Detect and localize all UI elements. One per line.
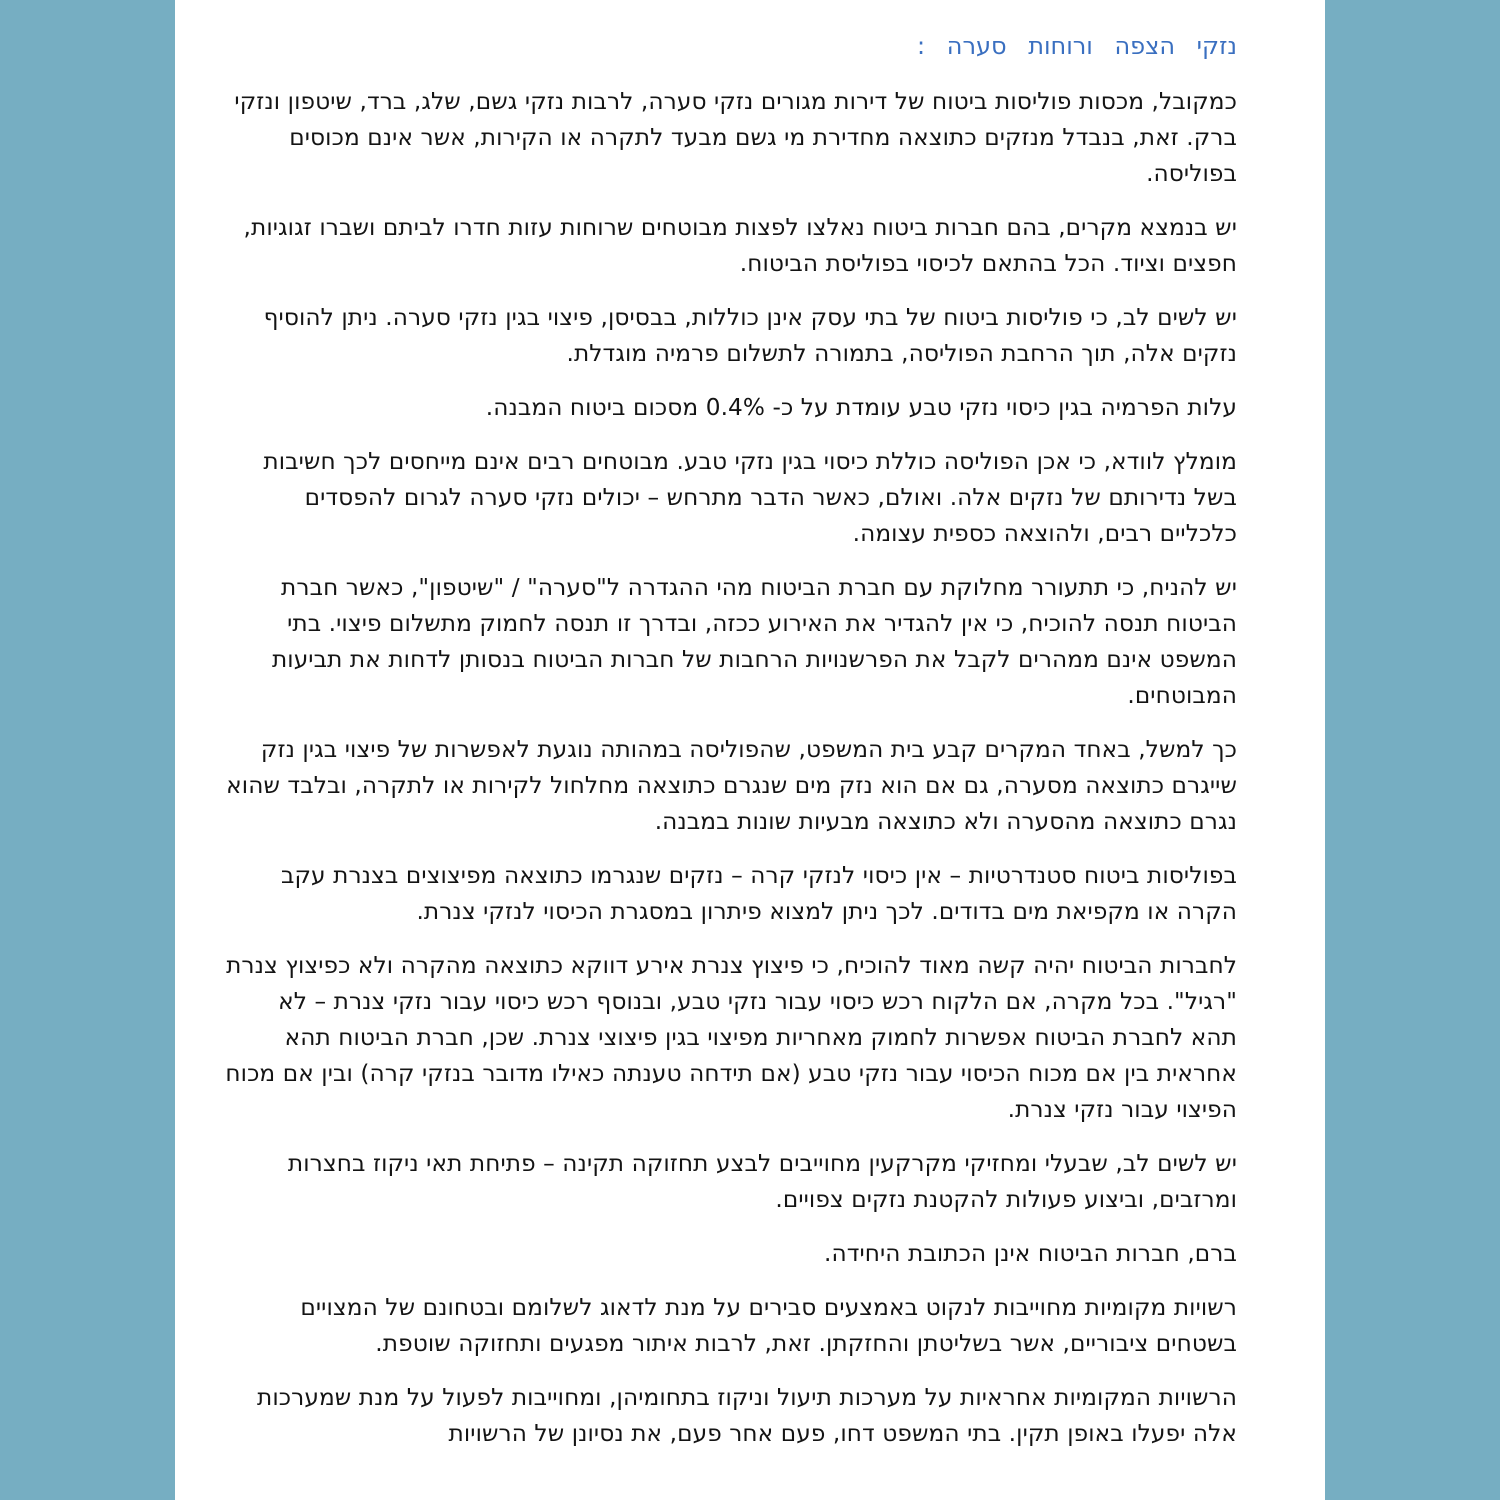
paragraph-storm-coverage: כמקובל, מכסות פוליסות ביטוח של דירות מגורים נזקי סערה, לרבות נזקי גשם, שלג, ברד, שיטפון ונזקי ברק. זאת, בנבדל מנזקים כתוצאה מחדירת מי גשם מבעד לתקרה או הקירות, אשר אינם מכוסים בפוליסה. xyxy=(234,88,1237,187)
paragraph-court-example: כך למשל, באחד המקרים קבע בית המשפט, שהפוליסה במהותה נוגעת לאפשרות של פיצוי בגין נזק שייגרם כתוצאה מסערה, גם אם הוא נזק מים שנגרם כתוצאה מחלחול לקירות או לתקרה, ובלבד שהוא נגרם כתוצאה מהסערה ולא כתוצאה מבעיות שונות במבנה. xyxy=(226,736,1237,835)
paragraph-pipe-burst: לחברות הביטוח יהיה קשה מאוד להוכיח, כי פיצוץ צנרת אירע דווקא כתוצאה מהקרה ולא כפיצוץ צנרת "רגיל". בכל מקרה, אם הלקוח רכש כיסוי עבור נזקי טבע, ובנוסף רכש כיסוי עבור נזקי צנרת – לא תהא לחברת הביטוח אפשרות לחמוק מאחריות מפיצוי בגין פיצוצי צנרת. שכן, חברת הביטוח תהא אחראית בין אם מכוח הכיסוי עבור נזקי טבע (אם תידחה טענתה כאילו מדובר בנזקי קרה) ובין אם מכוח הפיצוי עבור נזקי צנרת. xyxy=(225,952,1237,1123)
paragraph-local-authorities: רשויות מקומיות מחוייבות לנקוט באמצעים סבירים על מנת לדאוג לשלומם ובטחונם של המצויים בשטחים ציבוריים, אשר בשליטתן והחזקתן. זאת, לרבות איתור מפגעים ותחזוקה שוטפת. xyxy=(300,1294,1237,1357)
paragraph-frost-damage: בפוליסות ביטוח סטנדרטיות – אין כיסוי לנזקי קרה – נזקים שנגרמו כתוצאה מפיצוצים בצנרת עקב הקרה או מקפיאת מים בדודים. לכך ניתן למצוא פיתרון במסגרת הכיסוי לנזקי צנרת. xyxy=(281,862,1237,925)
document-page xyxy=(175,0,1325,1500)
paragraph-definition-dispute: יש להניח, כי תתעורר מחלוקת עם חברת הביטוח מהי ההגדרה ל"סערה" / "שיטפון", כאשר חברת הביטוח תנסה להוכיח, כי אין להגדיר את האירוע ככזה, ובדרך זו תנסה לחמוק מתשלום פיצוי. בתי המשפט אינם ממהרים לקבל את הפרשנויות הרחבות של חברות הביטוח בנסותן לדחות את תביעות המבוטחים. xyxy=(271,574,1237,709)
paragraph-wind-damage: יש בנמצא מקרים, בהם חברות ביטוח נאלצו לפצות מבוטחים שרוחות עזות חדרו לביתם ושברו זגוגיות, חפצים וציוד. הכל בהתאם לכיסוי בפוליסת הביטוח. xyxy=(243,214,1237,277)
document-content xyxy=(175,0,1325,1452)
paragraph-drainage-systems: הרשויות המקומיות אחראיות על מערכות תיעול וניקוז בתחומיהן, ומחוייבות לפעול על מנת שמערכות אלה יפעלו באופן תקין. בתי המשפט דחו, פעם אחר פעם, את נסיונן של הרשויות xyxy=(257,1384,1237,1447)
paragraph-not-only-insurers: ברם, חברות הביטוח אינן הכתובת היחידה. xyxy=(824,1240,1237,1267)
paragraph-recommendation: מומלץ לוודא, כי אכן הפוליסה כוללת כיסוי בגין נזקי טבע. מבוטחים רבים אינם מייחסים לכך חשיבות בשל נדירותם של נזקים אלה. ואולם, כאשר הדבר מתרחש – יכולים נזקי סערה לגרום להפסדים כלכליים רבים, ולהוצאה כספית עצומה. xyxy=(263,448,1237,547)
paragraph-business-policies: יש לשים לב, כי פוליסות ביטוח של בתי עסק אינן כוללות, בבסיסן, פיצוי בגין נזקי סערה. ניתן להוסיף נזקים אלה, תוך הרחבת הפוליסה, בתמורה לתשלום פרמיה מוגדלת. xyxy=(263,304,1237,367)
paragraph-premium-cost: עלות הפרמיה בגין כיסוי נזקי טבע עומדת על כ- 0.4% מסכום ביטוח המבנה. xyxy=(485,394,1237,421)
paragraph-owner-maintenance: יש לשים לב, שבעלי ומחזיקי מקרקעין מחוייבים לבצע תחזוקה תקינה – פתיחת תאי ניקוז בחצרות ומרזבים, וביצוע פעולות להקטנת נזקים צפויים. xyxy=(287,1150,1237,1213)
section-heading: נזקי הצפה ורוחות סערה : xyxy=(917,32,1237,60)
